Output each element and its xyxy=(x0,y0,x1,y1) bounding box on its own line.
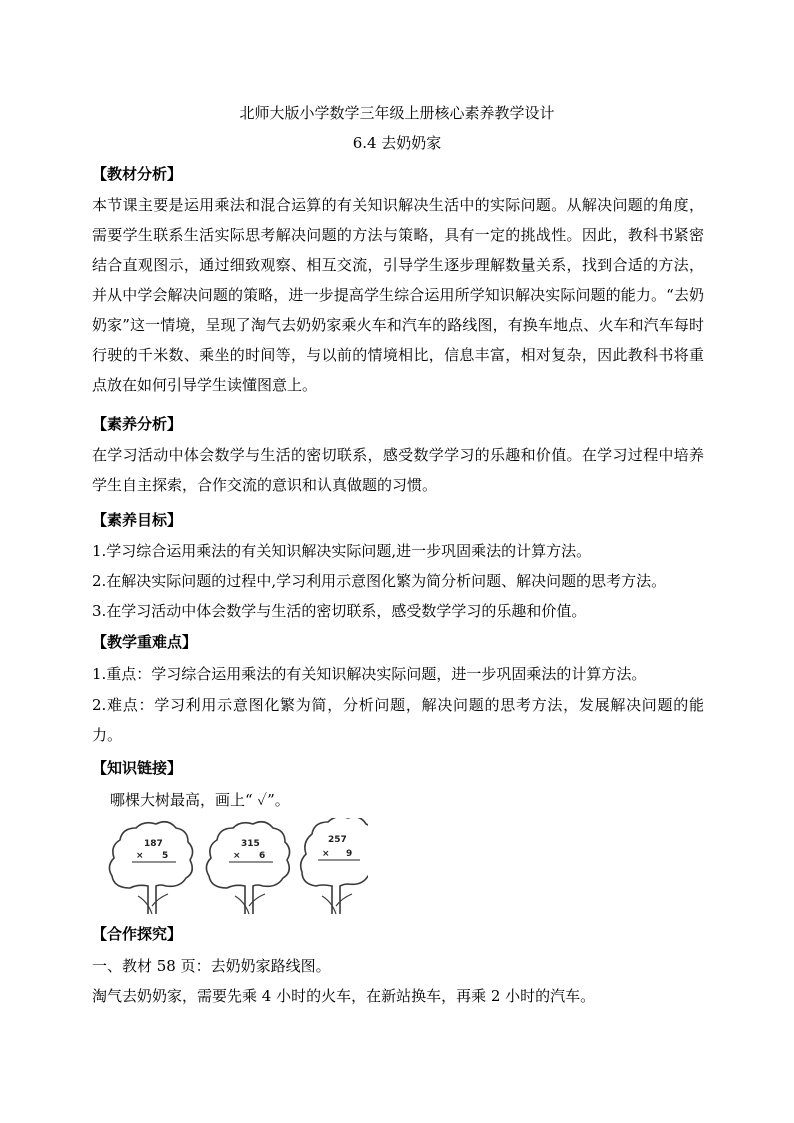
key-point-item: 1.重点：学习综合运用乘法的有关知识解决实际问题，进一步巩固乘法的计算方法。 xyxy=(92,665,647,683)
document-title: 北师大版小学数学三年级上册核心素养教学设计 xyxy=(239,104,555,122)
literacy-analysis-text: 在学习活动中体会数学与生活的密切联系，感受数学学习的乐趣和价值。在学习过程中培养学生自主探索，合作交流的意识和认真做题的习惯。 xyxy=(92,446,704,494)
tree-calc-bottom: 6 xyxy=(259,851,266,861)
tree-branch xyxy=(322,894,352,914)
tree-outline xyxy=(301,818,368,914)
heading-knowledge-link: 【知识链接】 xyxy=(92,759,183,777)
tree-calc-bottom: 5 xyxy=(162,851,169,861)
tree-calc-top: 315 xyxy=(241,839,260,849)
tree-3 xyxy=(301,818,368,914)
trees-illustration xyxy=(108,818,368,916)
goal-item-3: 3.在学习活动中体会数学与生活的密切联系，感受数学学习的乐趣和价值。 xyxy=(92,602,587,620)
tree-2 xyxy=(206,822,289,914)
goal-item-2: 2.在解决实际问题的过程中,学习利用示意图化繁为简分析问题、解决问题的思考方法。 xyxy=(92,572,667,590)
tree-calc-operator: × xyxy=(322,849,330,859)
goal-item-1: 1.学习综合运用乘法的有关知识解决实际问题,进一步巩固乘法的计算方法。 xyxy=(92,542,592,560)
heading-literacy-goals: 【素养目标】 xyxy=(92,511,183,529)
difficult-point-item: 2.难点：学习利用示意图化繁为简，分析问题，解决问题的思考方法，发展解决问题的能力。 xyxy=(92,696,704,744)
heading-key-points: 【教学重难点】 xyxy=(92,633,198,651)
tree-branch xyxy=(235,894,265,914)
knowledge-prompt: 哪棵大树最高，画上“ ✓”。 xyxy=(110,791,290,809)
tree-outline xyxy=(109,822,192,914)
heading-textbook-analysis: 【教材分析】 xyxy=(92,165,183,183)
tree-calc-operator: × xyxy=(233,851,241,861)
tree-1 xyxy=(109,822,192,914)
tree-calc-top: 187 xyxy=(144,839,163,849)
tree-calc-top: 257 xyxy=(328,835,347,845)
tree-branch xyxy=(138,894,168,914)
tree-calc-bottom: 9 xyxy=(346,849,353,859)
heading-cooperative-exploration: 【合作探究】 xyxy=(92,925,183,943)
heading-literacy-analysis: 【素养分析】 xyxy=(92,415,183,433)
textbook-analysis-text: 本节课主要是运用乘法和混合运算的有关知识解决生活中的实际问题。从解决问题的角度，需要学生联系生活实际思考解决问题的方法与策略，具有一定的挑战性。因此，教科书紧密结合直观图示，通过细致观察、相互交流，引导学生逐步理解数量关系，找到合适的方法，并从中学会解决问题的策略，进一步提高学生综合运用所学知识解决实际问题的能力。“去奶奶家”这一情境，呈现了淘气去奶奶家乘火车和汽车的路线图，有换车地点、火车和汽车每时行驶的千米数、乘坐的时间等，与以前的情境相比，信息丰富，相对复杂，因此教科书将重点放在如何引导学生读懂图意上。 xyxy=(92,196,704,394)
tree-outline xyxy=(206,822,289,914)
lesson-subtitle: 6.4 去奶奶家 xyxy=(352,134,442,152)
exploration-line-1: 一、教材 58 页：去奶奶家路线图。 xyxy=(92,957,331,975)
exploration-line-2: 淘气去奶奶家，需要先乘 4 小时的火车，在新站换车，再乘 2 小时的汽车。 xyxy=(92,987,596,1005)
tree-calc-operator: × xyxy=(136,851,144,861)
